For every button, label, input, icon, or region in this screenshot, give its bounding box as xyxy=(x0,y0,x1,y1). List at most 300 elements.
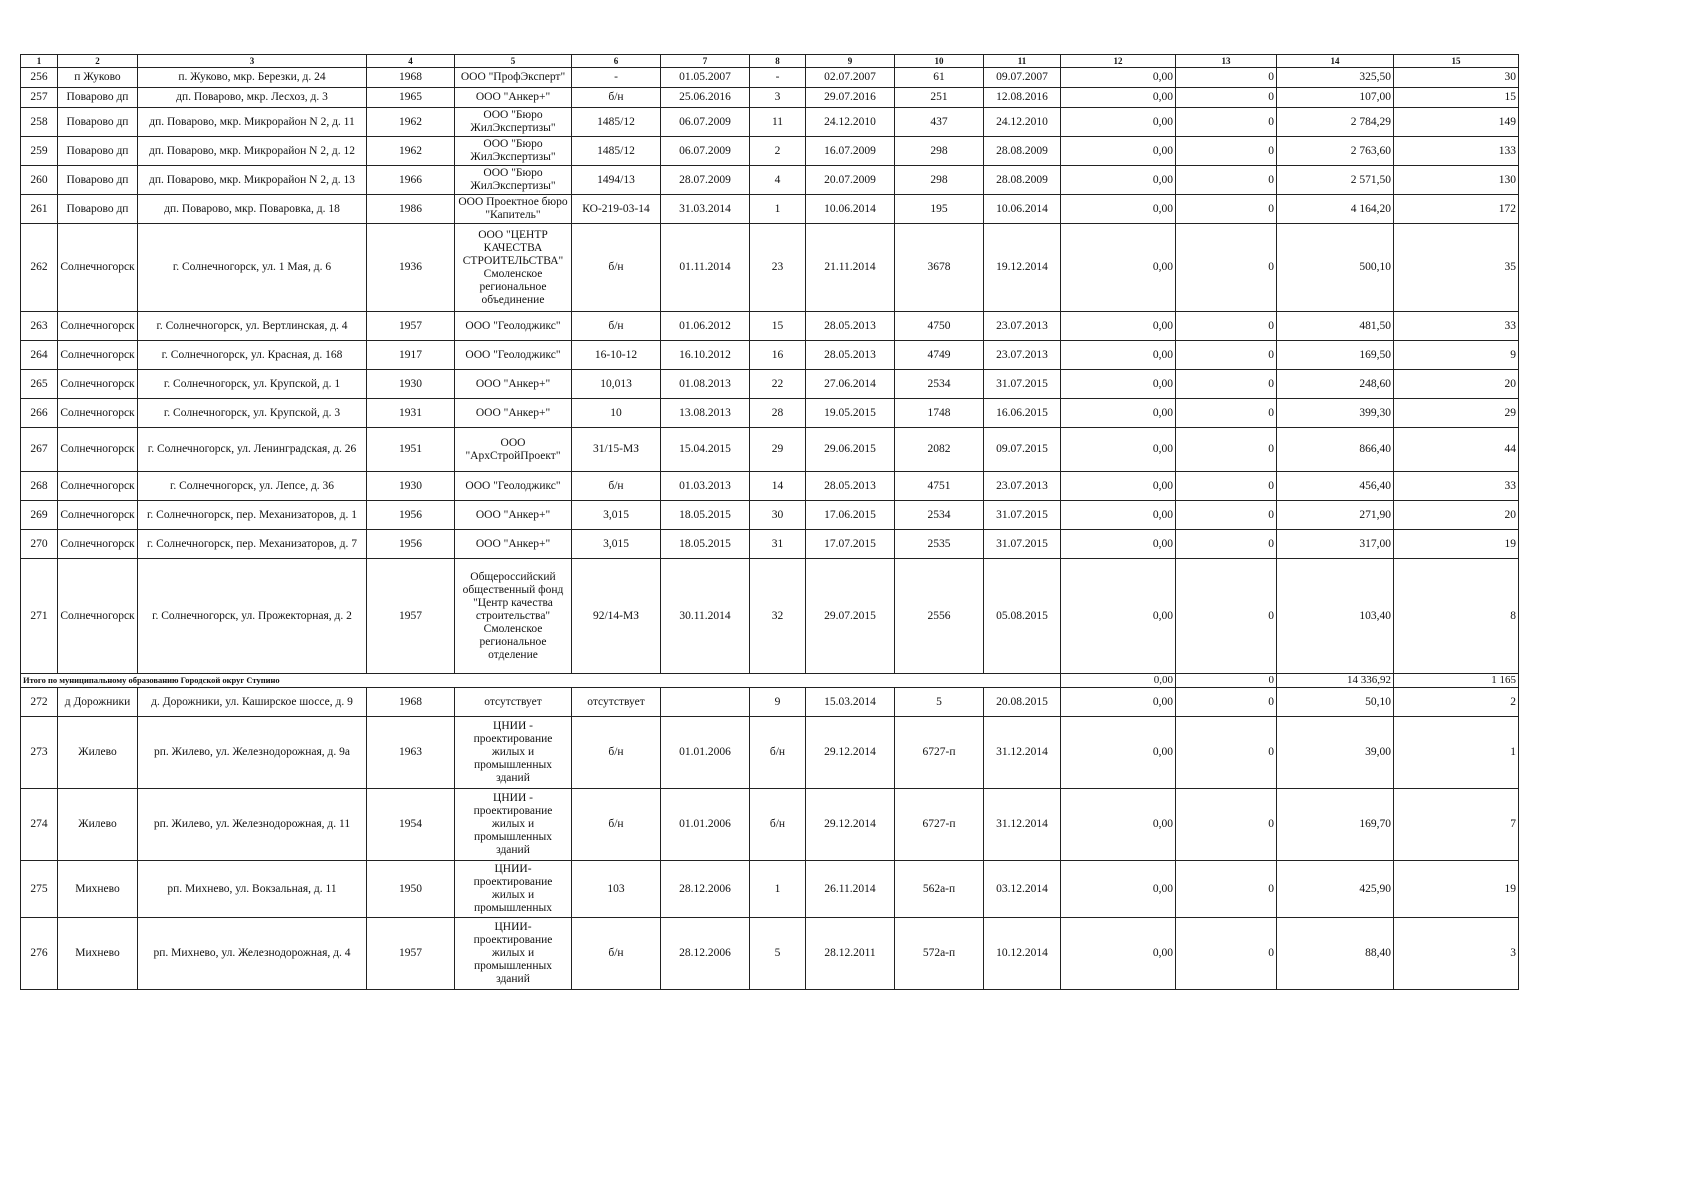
cell-no: 275 xyxy=(21,861,58,918)
table-row xyxy=(21,472,1519,501)
cell-col-12: 0,00 xyxy=(1061,399,1176,428)
header-col-15: 15 xyxy=(1394,55,1519,68)
cell-col-15: 35 xyxy=(1394,224,1519,312)
cell-address: г. Солнечногорск, ул. Крупской, д. 1 xyxy=(138,370,367,399)
cell-col-14: 248,60 xyxy=(1277,370,1394,399)
cell-organization: ООО "Анкер+" xyxy=(455,501,572,530)
total-col-15: 1 165 xyxy=(1394,674,1519,688)
cell-address: г. Солнечногорск, ул. Ленинградская, д. 26 xyxy=(138,428,367,472)
cell-doc-number: 1485/12 xyxy=(572,108,661,137)
cell-col-12: 0,00 xyxy=(1061,688,1176,717)
cell-col-15: 30 xyxy=(1394,68,1519,88)
cell-order-number: 31 xyxy=(750,530,806,559)
cell-decision-date: 28.08.2009 xyxy=(984,137,1061,166)
cell-address: рп. Жилево, ул. Железнодорожная, д. 11 xyxy=(138,789,367,861)
cell-decision-number: 6727-п xyxy=(895,717,984,789)
cell-doc-number: 10,013 xyxy=(572,370,661,399)
cell-col-14: 169,70 xyxy=(1277,789,1394,861)
cell-decision-number: 2534 xyxy=(895,370,984,399)
cell-col-14: 456,40 xyxy=(1277,472,1394,501)
cell-address: дп. Поварово, мкр. Лесхоз, д. 3 xyxy=(138,88,367,108)
cell-no: 257 xyxy=(21,88,58,108)
cell-year: 1956 xyxy=(367,530,455,559)
cell-order-date: 28.05.2013 xyxy=(806,472,895,501)
cell-year: 1957 xyxy=(367,312,455,341)
cell-order-number: 9 xyxy=(750,688,806,717)
cell-settlement: Солнечногорск xyxy=(58,428,138,472)
cell-no: 268 xyxy=(21,472,58,501)
cell-order-date: 29.12.2014 xyxy=(806,789,895,861)
cell-decision-number: 61 xyxy=(895,68,984,88)
total-col-13: 0 xyxy=(1176,674,1277,688)
cell-decision-date: 10.12.2014 xyxy=(984,918,1061,990)
cell-decision-number: 195 xyxy=(895,195,984,224)
cell-decision-date: 31.07.2015 xyxy=(984,501,1061,530)
cell-decision-date: 31.12.2014 xyxy=(984,789,1061,861)
cell-decision-number: 437 xyxy=(895,108,984,137)
cell-decision-date: 28.08.2009 xyxy=(984,166,1061,195)
cell-col-14: 317,00 xyxy=(1277,530,1394,559)
cell-doc-number: 1494/13 xyxy=(572,166,661,195)
cell-col-12: 0,00 xyxy=(1061,341,1176,370)
cell-order-number: б/н xyxy=(750,789,806,861)
cell-decision-number: 298 xyxy=(895,137,984,166)
cell-col-15: 3 xyxy=(1394,918,1519,990)
cell-col-15: 19 xyxy=(1394,861,1519,918)
cell-no: 272 xyxy=(21,688,58,717)
cell-doc-number: 31/15-МЗ xyxy=(572,428,661,472)
header-col-2: 2 xyxy=(58,55,138,68)
cell-order-date: 29.07.2016 xyxy=(806,88,895,108)
cell-year: 1917 xyxy=(367,341,455,370)
cell-settlement: Жилево xyxy=(58,789,138,861)
cell-no: 273 xyxy=(21,717,58,789)
cell-col-13: 0 xyxy=(1176,108,1277,137)
table-row xyxy=(21,195,1519,224)
cell-col-13: 0 xyxy=(1176,137,1277,166)
table-row xyxy=(21,399,1519,428)
cell-order-number: 15 xyxy=(750,312,806,341)
cell-col-12: 0,00 xyxy=(1061,472,1176,501)
cell-address: п. Жуково, мкр. Березки, д. 24 xyxy=(138,68,367,88)
cell-year: 1956 xyxy=(367,501,455,530)
cell-decision-number: 3678 xyxy=(895,224,984,312)
cell-address: г. Солнечногорск, ул. Прожекторная, д. 2 xyxy=(138,559,367,674)
table-row xyxy=(21,530,1519,559)
cell-col-13: 0 xyxy=(1176,399,1277,428)
cell-col-13: 0 xyxy=(1176,472,1277,501)
cell-col-14: 4 164,20 xyxy=(1277,195,1394,224)
cell-year: 1962 xyxy=(367,108,455,137)
cell-order-date: 29.12.2014 xyxy=(806,717,895,789)
cell-organization: ООО "Анкер+" xyxy=(455,370,572,399)
table-row xyxy=(21,559,1519,674)
cell-col-13: 0 xyxy=(1176,501,1277,530)
cell-col-12: 0,00 xyxy=(1061,918,1176,990)
cell-doc-date: 15.04.2015 xyxy=(661,428,750,472)
cell-year: 1936 xyxy=(367,224,455,312)
table-row xyxy=(21,688,1519,717)
cell-col-12: 0,00 xyxy=(1061,137,1176,166)
cell-decision-number: 298 xyxy=(895,166,984,195)
cell-year: 1968 xyxy=(367,68,455,88)
cell-decision-date: 09.07.2007 xyxy=(984,68,1061,88)
cell-doc-number: б/н xyxy=(572,88,661,108)
table-row xyxy=(21,224,1519,312)
cell-organization: ООО "Анкер+" xyxy=(455,399,572,428)
cell-settlement: Поварово дп xyxy=(58,108,138,137)
cell-decision-date: 31.12.2014 xyxy=(984,717,1061,789)
cell-order-number: 30 xyxy=(750,501,806,530)
cell-year: 1930 xyxy=(367,472,455,501)
cell-col-12: 0,00 xyxy=(1061,530,1176,559)
cell-organization: ООО "Анкер+" xyxy=(455,88,572,108)
cell-order-number: 22 xyxy=(750,370,806,399)
cell-year: 1986 xyxy=(367,195,455,224)
header-col-6: 6 xyxy=(572,55,661,68)
cell-doc-number: КО-219-03-14 xyxy=(572,195,661,224)
cell-decision-date: 09.07.2015 xyxy=(984,428,1061,472)
header-col-5: 5 xyxy=(455,55,572,68)
cell-doc-date: 31.03.2014 xyxy=(661,195,750,224)
cell-col-15: 9 xyxy=(1394,341,1519,370)
cell-no: 271 xyxy=(21,559,58,674)
cell-settlement: Солнечногорск xyxy=(58,370,138,399)
header-col-4: 4 xyxy=(367,55,455,68)
cell-year: 1962 xyxy=(367,137,455,166)
cell-decision-number: 2556 xyxy=(895,559,984,674)
cell-col-15: 130 xyxy=(1394,166,1519,195)
cell-settlement: Солнечногорск xyxy=(58,472,138,501)
cell-organization: ООО "Геолоджикс" xyxy=(455,312,572,341)
table-row xyxy=(21,341,1519,370)
cell-year: 1966 xyxy=(367,166,455,195)
cell-col-14: 107,00 xyxy=(1277,88,1394,108)
cell-order-number: - xyxy=(750,68,806,88)
cell-col-14: 2 763,60 xyxy=(1277,137,1394,166)
table-row xyxy=(21,717,1519,789)
cell-col-14: 39,00 xyxy=(1277,717,1394,789)
cell-address: г. Солнечногорск, ул. Вертлинская, д. 4 xyxy=(138,312,367,341)
cell-col-15: 133 xyxy=(1394,137,1519,166)
cell-col-15: 19 xyxy=(1394,530,1519,559)
header-col-7: 7 xyxy=(661,55,750,68)
cell-order-number: 1 xyxy=(750,195,806,224)
cell-address: г. Солнечногорск, ул. 1 Мая, д. 6 xyxy=(138,224,367,312)
cell-col-13: 0 xyxy=(1176,88,1277,108)
cell-settlement: Жилево xyxy=(58,717,138,789)
cell-doc-number: 16-10-12 xyxy=(572,341,661,370)
cell-year: 1957 xyxy=(367,918,455,990)
cell-settlement: п Жуково xyxy=(58,68,138,88)
cell-doc-number: 103 xyxy=(572,861,661,918)
cell-settlement: Поварово дп xyxy=(58,137,138,166)
cell-col-14: 2 784,29 xyxy=(1277,108,1394,137)
cell-decision-date: 10.06.2014 xyxy=(984,195,1061,224)
cell-address: дп. Поварово, мкр. Микрорайон N 2, д. 12 xyxy=(138,137,367,166)
table-row xyxy=(21,137,1519,166)
cell-order-date: 19.05.2015 xyxy=(806,399,895,428)
cell-doc-date: 01.05.2007 xyxy=(661,68,750,88)
cell-order-number: 3 xyxy=(750,88,806,108)
cell-decision-number: 562а-п xyxy=(895,861,984,918)
cell-doc-date: 28.12.2006 xyxy=(661,861,750,918)
cell-col-15: 15 xyxy=(1394,88,1519,108)
cell-settlement: Солнечногорск xyxy=(58,224,138,312)
cell-year: 1954 xyxy=(367,789,455,861)
cell-order-date: 15.03.2014 xyxy=(806,688,895,717)
cell-col-14: 325,50 xyxy=(1277,68,1394,88)
header-col-11: 11 xyxy=(984,55,1061,68)
cell-doc-date: 16.10.2012 xyxy=(661,341,750,370)
cell-organization: отсутствует xyxy=(455,688,572,717)
cell-decision-date: 23.07.2013 xyxy=(984,312,1061,341)
cell-col-12: 0,00 xyxy=(1061,370,1176,399)
cell-col-13: 0 xyxy=(1176,717,1277,789)
cell-col-13: 0 xyxy=(1176,861,1277,918)
cell-order-date: 02.07.2007 xyxy=(806,68,895,88)
cell-settlement: Поварово дп xyxy=(58,166,138,195)
table-row xyxy=(21,166,1519,195)
cell-col-12: 0,00 xyxy=(1061,428,1176,472)
table-row xyxy=(21,88,1519,108)
cell-col-14: 271,90 xyxy=(1277,501,1394,530)
cell-doc-number: отсутствует xyxy=(572,688,661,717)
cell-col-13: 0 xyxy=(1176,789,1277,861)
cell-organization: ЦНИИ- проектирование жилых и промышленных xyxy=(455,861,572,918)
cell-organization: ООО "Бюро ЖилЭкспертизы" xyxy=(455,166,572,195)
cell-decision-date: 23.07.2013 xyxy=(984,341,1061,370)
cell-col-14: 425,90 xyxy=(1277,861,1394,918)
cell-col-13: 0 xyxy=(1176,68,1277,88)
cell-col-13: 0 xyxy=(1176,370,1277,399)
cell-no: 266 xyxy=(21,399,58,428)
cell-address: рп. Жилево, ул. Железнодорожная, д. 9а xyxy=(138,717,367,789)
cell-col-15: 33 xyxy=(1394,312,1519,341)
total-col-12: 0,00 xyxy=(1061,674,1176,688)
cell-no: 276 xyxy=(21,918,58,990)
cell-order-date: 20.07.2009 xyxy=(806,166,895,195)
cell-no: 267 xyxy=(21,428,58,472)
cell-address: г. Солнечногорск, пер. Механизаторов, д. 7 xyxy=(138,530,367,559)
cell-doc-number: б/н xyxy=(572,918,661,990)
cell-settlement: Поварово дп xyxy=(58,88,138,108)
cell-year: 1930 xyxy=(367,370,455,399)
cell-year: 1965 xyxy=(367,88,455,108)
cell-order-number: 16 xyxy=(750,341,806,370)
cell-col-12: 0,00 xyxy=(1061,108,1176,137)
cell-col-14: 399,30 xyxy=(1277,399,1394,428)
cell-order-date: 29.06.2015 xyxy=(806,428,895,472)
cell-settlement: Михнево xyxy=(58,918,138,990)
cell-order-date: 29.07.2015 xyxy=(806,559,895,674)
cell-order-number: 5 xyxy=(750,918,806,990)
cell-organization: ООО "ЦЕНТР КАЧЕСТВА СТРОИТЕЛЬСТВА" Смоленское региональное объединение xyxy=(455,224,572,312)
cell-organization: ООО "Геолоджикс" xyxy=(455,341,572,370)
cell-doc-date: 13.08.2013 xyxy=(661,399,750,428)
cell-address: г. Солнечногорск, пер. Механизаторов, д. 1 xyxy=(138,501,367,530)
table-row xyxy=(21,861,1519,918)
cell-doc-date: 06.07.2009 xyxy=(661,137,750,166)
cell-col-14: 500,10 xyxy=(1277,224,1394,312)
cell-order-number: б/н xyxy=(750,717,806,789)
cell-decision-number: 2534 xyxy=(895,501,984,530)
cell-no: 270 xyxy=(21,530,58,559)
cell-doc-date: 01.11.2014 xyxy=(661,224,750,312)
cell-decision-number: 4751 xyxy=(895,472,984,501)
cell-order-number: 32 xyxy=(750,559,806,674)
cell-no: 265 xyxy=(21,370,58,399)
table-row xyxy=(21,918,1519,990)
cell-col-13: 0 xyxy=(1176,166,1277,195)
cell-decision-number: 4749 xyxy=(895,341,984,370)
cell-decision-date: 05.08.2015 xyxy=(984,559,1061,674)
cell-settlement: Михнево xyxy=(58,861,138,918)
cell-col-12: 0,00 xyxy=(1061,195,1176,224)
cell-doc-number: 1485/12 xyxy=(572,137,661,166)
cell-address: рп. Михнево, ул. Железнодорожная, д. 4 xyxy=(138,918,367,990)
cell-year: 1957 xyxy=(367,559,455,674)
cell-order-date: 21.11.2014 xyxy=(806,224,895,312)
cell-decision-number: 1748 xyxy=(895,399,984,428)
header-col-3: 3 xyxy=(138,55,367,68)
cell-no: 256 xyxy=(21,68,58,88)
cell-doc-date: 01.08.2013 xyxy=(661,370,750,399)
total-row xyxy=(21,674,1519,688)
cell-doc-date: 28.12.2006 xyxy=(661,918,750,990)
cell-no: 261 xyxy=(21,195,58,224)
table-row xyxy=(21,312,1519,341)
cell-organization: ООО "ПрофЭксперт" xyxy=(455,68,572,88)
cell-doc-date: 06.07.2009 xyxy=(661,108,750,137)
header-col-1: 1 xyxy=(21,55,58,68)
header-col-13: 13 xyxy=(1176,55,1277,68)
cell-col-13: 0 xyxy=(1176,312,1277,341)
cell-decision-date: 12.08.2016 xyxy=(984,88,1061,108)
cell-decision-date: 24.12.2010 xyxy=(984,108,1061,137)
cell-col-15: 29 xyxy=(1394,399,1519,428)
cell-year: 1963 xyxy=(367,717,455,789)
cell-col-13: 0 xyxy=(1176,530,1277,559)
cell-col-14: 50,10 xyxy=(1277,688,1394,717)
table-row xyxy=(21,428,1519,472)
cell-no: 274 xyxy=(21,789,58,861)
cell-col-12: 0,00 xyxy=(1061,224,1176,312)
cell-organization: ООО Проектное бюро "Капитель" xyxy=(455,195,572,224)
cell-no: 259 xyxy=(21,137,58,166)
cell-address: дп. Поварово, мкр. Микрорайон N 2, д. 11 xyxy=(138,108,367,137)
cell-year: 1950 xyxy=(367,861,455,918)
cell-col-12: 0,00 xyxy=(1061,717,1176,789)
cell-order-number: 14 xyxy=(750,472,806,501)
cell-order-number: 11 xyxy=(750,108,806,137)
cell-year: 1968 xyxy=(367,688,455,717)
header-row xyxy=(21,55,1519,68)
cell-col-15: 33 xyxy=(1394,472,1519,501)
cell-order-number: 28 xyxy=(750,399,806,428)
header-col-12: 12 xyxy=(1061,55,1176,68)
cell-col-14: 2 571,50 xyxy=(1277,166,1394,195)
cell-no: 260 xyxy=(21,166,58,195)
cell-col-12: 0,00 xyxy=(1061,559,1176,674)
cell-settlement: Солнечногорск xyxy=(58,399,138,428)
cell-no: 262 xyxy=(21,224,58,312)
cell-col-12: 0,00 xyxy=(1061,312,1176,341)
cell-doc-date: 30.11.2014 xyxy=(661,559,750,674)
cell-address: г. Солнечногорск, ул. Лепсе, д. 36 xyxy=(138,472,367,501)
cell-order-number: 1 xyxy=(750,861,806,918)
table-row xyxy=(21,789,1519,861)
cell-address: дп. Поварово, мкр. Микрорайон N 2, д. 13 xyxy=(138,166,367,195)
cell-doc-date: 01.03.2013 xyxy=(661,472,750,501)
cell-order-number: 23 xyxy=(750,224,806,312)
header-col-14: 14 xyxy=(1277,55,1394,68)
cell-col-12: 0,00 xyxy=(1061,789,1176,861)
cell-col-13: 0 xyxy=(1176,559,1277,674)
cell-doc-number: б/н xyxy=(572,224,661,312)
cell-col-12: 0,00 xyxy=(1061,166,1176,195)
cell-decision-date: 16.06.2015 xyxy=(984,399,1061,428)
cell-address: г. Солнечногорск, ул. Крупской, д. 3 xyxy=(138,399,367,428)
table-row xyxy=(21,68,1519,88)
cell-decision-number: 4750 xyxy=(895,312,984,341)
cell-doc-number: б/н xyxy=(572,312,661,341)
register-table xyxy=(20,54,1519,990)
cell-organization: ЦНИИ - проектирование жилых и промышленных зданий xyxy=(455,717,572,789)
cell-order-date: 28.05.2013 xyxy=(806,312,895,341)
cell-col-13: 0 xyxy=(1176,195,1277,224)
cell-order-date: 27.06.2014 xyxy=(806,370,895,399)
cell-decision-date: 31.07.2015 xyxy=(984,370,1061,399)
cell-doc-number: 3,015 xyxy=(572,530,661,559)
cell-year: 1931 xyxy=(367,399,455,428)
cell-organization: ЦНИИ - проектирование жилых и промышленных зданий xyxy=(455,789,572,861)
cell-col-14: 169,50 xyxy=(1277,341,1394,370)
cell-col-14: 103,40 xyxy=(1277,559,1394,674)
cell-doc-date: 18.05.2015 xyxy=(661,530,750,559)
cell-settlement: Солнечногорск xyxy=(58,341,138,370)
cell-settlement: д Дорожники xyxy=(58,688,138,717)
cell-col-15: 149 xyxy=(1394,108,1519,137)
cell-order-date: 10.06.2014 xyxy=(806,195,895,224)
table-row xyxy=(21,370,1519,399)
cell-no: 264 xyxy=(21,341,58,370)
cell-col-13: 0 xyxy=(1176,688,1277,717)
cell-decision-number: 251 xyxy=(895,88,984,108)
cell-col-15: 1 xyxy=(1394,717,1519,789)
cell-order-date: 17.07.2015 xyxy=(806,530,895,559)
cell-order-date: 17.06.2015 xyxy=(806,501,895,530)
cell-decision-date: 31.07.2015 xyxy=(984,530,1061,559)
cell-settlement: Солнечногорск xyxy=(58,312,138,341)
cell-decision-number: 2082 xyxy=(895,428,984,472)
cell-decision-date: 20.08.2015 xyxy=(984,688,1061,717)
cell-doc-number: 3,015 xyxy=(572,501,661,530)
cell-no: 269 xyxy=(21,501,58,530)
cell-order-number: 4 xyxy=(750,166,806,195)
cell-col-15: 7 xyxy=(1394,789,1519,861)
cell-organization: ООО "Геолоджикс" xyxy=(455,472,572,501)
cell-decision-number: 5 xyxy=(895,688,984,717)
cell-order-date: 26.11.2014 xyxy=(806,861,895,918)
cell-order-date: 28.12.2011 xyxy=(806,918,895,990)
cell-col-12: 0,00 xyxy=(1061,501,1176,530)
cell-col-12: 0,00 xyxy=(1061,861,1176,918)
table-row xyxy=(21,501,1519,530)
cell-col-13: 0 xyxy=(1176,224,1277,312)
cell-doc-date: 18.05.2015 xyxy=(661,501,750,530)
cell-col-14: 88,40 xyxy=(1277,918,1394,990)
